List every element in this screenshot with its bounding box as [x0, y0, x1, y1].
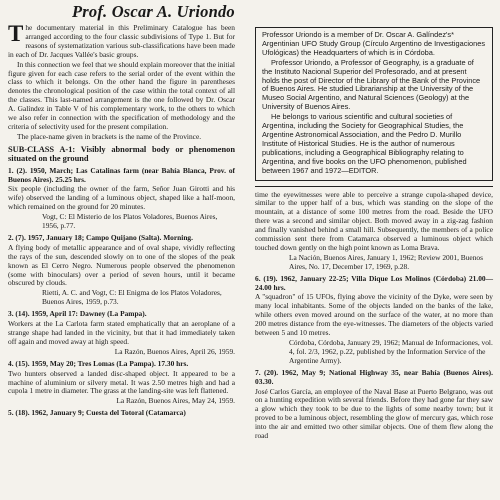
- case-heading: 7. (20). 1962, May 9; National Highway 35, near Bahía (Buenos Aires). 03.30.: [255, 367, 493, 386]
- case-body: José Carlos García, an employee of the Naval Base at Puerto Belgrano, was out on a hunting expedition with several friends. Before they had gone far they saw a glow which they took to be due to the lights of some nearby town; but it proved to be a luminous object, resembling the glow of mercury gas, which rose into the air and emitted two other similar objects. One of them flew along the road: [255, 386, 493, 441]
- case-heading: 1. (2). 1950, March; Las Catalinas farm (near Bahía Blanca, Prov. of Buenos Aires). 25.25 hrs.: [8, 165, 235, 184]
- case-body: A flying body of metallic appearance and of oval shape, vividly reflecting the rays of the sun, descended slowly on to one of the slopes of the peak known as El Cerro Negro. Numerous people observed the phenomenon (some with binoculars) over a period of seven hours, until it became obscured by clouds.: [8, 242, 235, 288]
- divider: [255, 186, 493, 187]
- left-column: [8, 21, 235, 419]
- bio-paragraph: Professor Uriondo is a member of Dr. Oscar A. Galíndez's* Argentinian UFO Study Group (Círculo Argentino de Investigaciones Ufológicas) the Headquarters of which is in Córdoba.: [262, 30, 486, 57]
- case-heading: 3. (14). 1959, April 17: Dawney (La Pampa).: [8, 309, 147, 319]
- case-heading: 4. (15). 1959, May 20; Tres Lomas (La Pampa). 17.30 hrs.: [8, 358, 189, 368]
- subclass-heading: SUB-CLASS A-1: Visibly abnormal body or phenomenon situated on the ground: [8, 144, 235, 164]
- case-reference: La Razón, Buenos Aires, May 24, 1959.: [116, 396, 235, 406]
- case-heading: 6. (19). 1962, January 22-25; Villa Dique Los Molinos (Córdoba) 21.00—24.00 hrs.: [255, 273, 493, 292]
- right-column: [255, 24, 493, 442]
- case-reference: La Nación, Buenos Aires, January 1, 1962; Review 2001, Buenos Aires, No. 17, December 17, 1969, p.28.: [289, 252, 483, 271]
- case-heading: 2. (7). 1957, January 18; Campo Quijano (Salta). Morning.: [8, 232, 193, 242]
- case-body: time the eyewitnesses were able to perceive a strange cupola-shaped device, similar to the upper half of a bus, which was standing on the slope of the mountain, at a distance of some 100 metres from the road. Beside the UFO there was a second and similar object. Both moved away in a zig-zag fashion and finally vanished behind a small hill. Subsequently, the members of a police commission sent there from Catamarca observed a luminous object which touched down gently on the high point known as Loma Brava.: [255, 189, 493, 252]
- intro-paragraph: The place-name given in brackets is the name of the Province.: [17, 131, 202, 141]
- case-heading: 5. (18). 1962, January 9; Cuesta del Totoral (Catamarca): [8, 408, 186, 418]
- article-title: Prof. Oscar A. Uriondo: [72, 2, 235, 21]
- case-body: Workers at the La Carlota farm stated emphatically that an aeroplane of a strange shape had landed in the vicinity, but that it had immediately taken off again and moved away at high speed.: [8, 319, 235, 346]
- case-reference: Córdoba, Córdoba, January 29, 1962; Manual de Informaciones, vol. 4, fol. 2/3, 1962, p.22, published by the Information Service of the Argentine Army).: [289, 338, 493, 365]
- case-reference: La Razón, Buenos Aires, April 26, 1959.: [114, 346, 235, 356]
- bio-paragraph: He belongs to various scientific and cultural societies of Argentina, including the Society for Geographical Studies, the Argentine Astronomical Association, and the Pedro D. Murillo Institute of Historical Studies. He is the author of numerous publications, including a Geographical Bibliography relating to Argentina, and five books on the UFO phenomenon, published between 1967 and 1972—EDITOR.: [262, 112, 467, 175]
- intro-paragraph: In this connection we feel that we should explain moreover that the initial figure given for each case refers to the serial order of the event within the class to which it belongs. On the other hand the figure in parentheses denotes the chronological position of the case within the total context of all the classes. This last-named arrangement is the one followed by Dr. Oscar A. Galíndez in Table V of his complementary work, to the others to which we also refer in connection with the specification of methodology and the criteria of selectivity used for the present compilation.: [8, 59, 235, 131]
- case-reference: Rietti, A. C. and Vogt, C: El Enigma de los Platos Voladores, Buenos Aires, 1959, p.73.: [42, 288, 222, 307]
- case-body: Six people (including the owner of the farm, Señor Juan Girotti and his wife) observed the landing of a luminous object, shaped like a half-moon, which remained on the ground for 20 minutes.: [8, 184, 235, 212]
- case-body: Two hunters observed a landed disc-shaped object. It appeared to be a machine of aluminium or silvery metal. It was 2.50 metres high and had a cupola 1 metre in diameter. The grass at the landing-site was left flattened.: [8, 368, 235, 396]
- case-body: A "squadron" of 15 UFOs, flying above the vicinity of the Dyke, were seen by many local inhabitants. Some of the objects landed on the banks of the lake, while others even moved around on the surface of the water, at no more than 200 metres distance from the eye-witnesses. The diameters of the objects varied between 5 and 10 metres.: [255, 292, 493, 338]
- case-reference: Vogt, C: El Misterio de los Platos Voladores, Buenos Aires, 1956, p.77.: [42, 212, 218, 231]
- bio-paragraph: Professor Uriondo, a Professor of Geography, is a graduate of the Instituto Nacional Superior del Profesorado, and at present holds the post of Director of the Library of the Bank of the Province of Buenos Aires. He studied Librarianship at the University of the Museo Social Argentino, and Natural Sciences (Geology) at the University of Buenos Aires.: [262, 57, 481, 112]
- intro-paragraph: The documentary material in this Preliminary Catalogue has been arranged according to the four classic subdivisions of Type 1. But for reasons of systematization various sub-classifications have been made in each of Dr. Jacques Vallée's basic groups.: [8, 21, 235, 59]
- author-bio-box: [255, 27, 493, 181]
- drop-cap: T: [8, 21, 24, 46]
